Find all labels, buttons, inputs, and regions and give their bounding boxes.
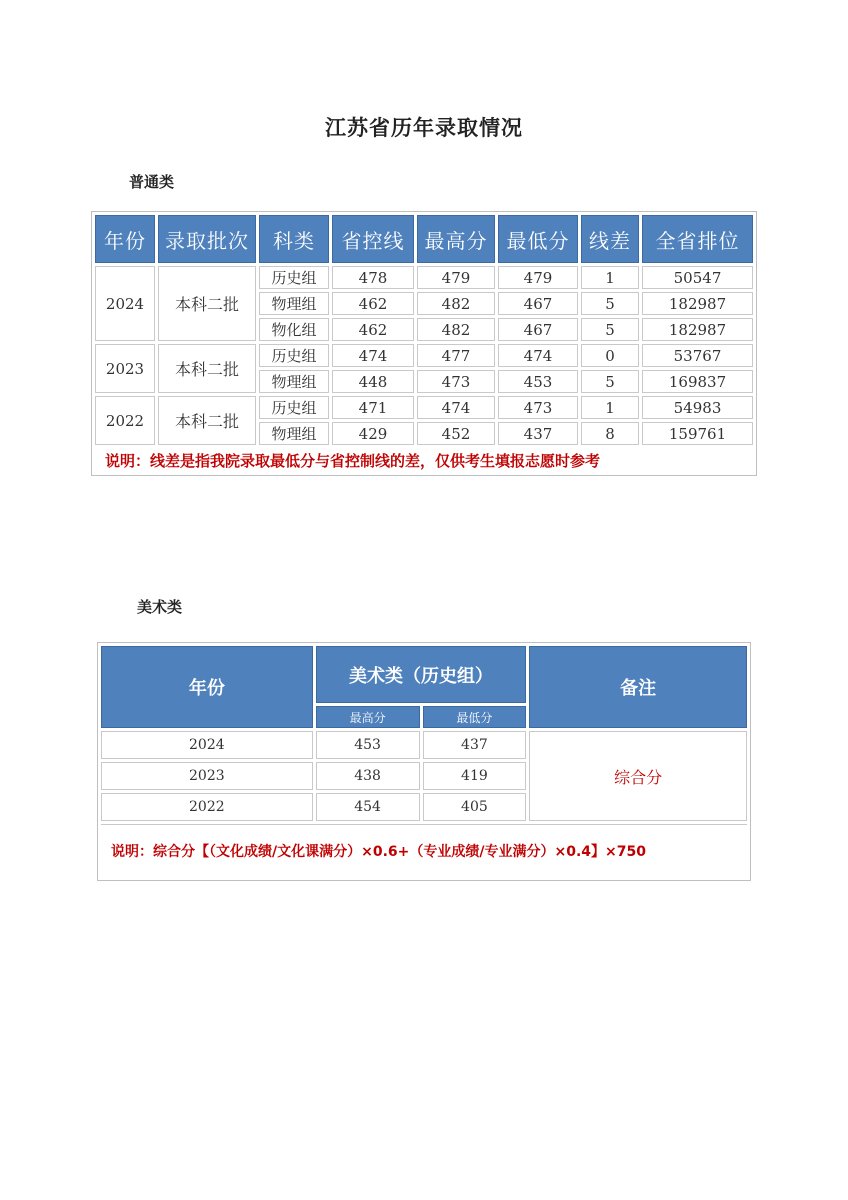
max-score-cell: 438 — [316, 762, 420, 790]
line-diff-cell: 5 — [581, 318, 639, 341]
line-diff-cell: 1 — [581, 396, 639, 419]
control-line-cell: 429 — [332, 422, 414, 445]
header-line-diff: 线差 — [581, 215, 639, 263]
header-subject: 科类 — [259, 215, 329, 263]
min-score-cell: 453 — [498, 370, 578, 393]
header-remark: 备注 — [529, 646, 747, 728]
header-min-score: 最低分 — [498, 215, 578, 263]
rank-cell: 53767 — [642, 344, 753, 367]
control-line-cell: 448 — [332, 370, 414, 393]
control-line-cell: 471 — [332, 396, 414, 419]
year-cell: 2024 — [95, 266, 155, 341]
year-cell: 2022 — [101, 793, 313, 821]
subject-cell: 历史组 — [259, 344, 329, 367]
line-diff-cell: 1 — [581, 266, 639, 289]
note-row — [101, 824, 747, 877]
header-max-score: 最高分 — [316, 706, 420, 728]
min-score-cell: 419 — [423, 762, 527, 790]
table-header-row — [95, 215, 753, 263]
rank-cell: 54983 — [642, 396, 753, 419]
subject-cell: 物理组 — [259, 422, 329, 445]
year-cell: 2022 — [95, 396, 155, 445]
line-diff-cell: 8 — [581, 422, 639, 445]
header-max-score: 最高分 — [417, 215, 495, 263]
rank-cell: 182987 — [642, 318, 753, 341]
min-score-cell: 467 — [498, 318, 578, 341]
max-score-cell: 454 — [316, 793, 420, 821]
year-cell: 2023 — [101, 762, 313, 790]
line-diff-cell: 0 — [581, 344, 639, 367]
table-row — [101, 731, 747, 759]
section-label-general: 普通类 — [129, 173, 175, 191]
header-control-line: 省控线 — [332, 215, 414, 263]
header-batch: 录取批次 — [158, 215, 256, 263]
batch-cell: 本科二批 — [158, 344, 256, 393]
batch-cell: 本科二批 — [158, 266, 256, 341]
table-row — [95, 266, 753, 289]
general-note: 说明：线差是指我院录取最低分与省控制线的差，仅供考生填报志愿时参考 — [105, 451, 601, 470]
general-admission-table — [91, 211, 757, 476]
subject-cell: 物化组 — [259, 318, 329, 341]
rank-cell: 50547 — [642, 266, 753, 289]
min-score-cell: 467 — [498, 292, 578, 315]
header-art-group: 美术类（历史组） — [316, 646, 527, 703]
art-admission-table — [97, 642, 751, 881]
min-score-cell: 479 — [498, 266, 578, 289]
rank-cell: 182987 — [642, 292, 753, 315]
min-score-cell: 437 — [498, 422, 578, 445]
control-line-cell: 478 — [332, 266, 414, 289]
art-note: 说明：综合分【（文化成绩/文化课满分）×0.6+（专业成绩/专业满分）×0.4】×750 — [101, 824, 747, 877]
max-score-cell: 477 — [417, 344, 495, 367]
min-score-cell: 473 — [498, 396, 578, 419]
rank-cell: 169837 — [642, 370, 753, 393]
note-row — [95, 448, 753, 472]
header-rank: 全省排位 — [642, 215, 753, 263]
max-score-cell: 452 — [417, 422, 495, 445]
max-score-cell: 482 — [417, 292, 495, 315]
header-year: 年份 — [101, 646, 313, 728]
header-min-score: 最低分 — [423, 706, 527, 728]
max-score-cell: 453 — [316, 731, 420, 759]
rank-cell: 159761 — [642, 422, 753, 445]
subject-cell: 物理组 — [259, 370, 329, 393]
max-score-cell: 482 — [417, 318, 495, 341]
subject-cell: 物理组 — [259, 292, 329, 315]
max-score-cell: 474 — [417, 396, 495, 419]
remark-cell: 综合分 — [529, 731, 747, 821]
batch-cell: 本科二批 — [158, 396, 256, 445]
control-line-cell: 474 — [332, 344, 414, 367]
line-diff-cell: 5 — [581, 292, 639, 315]
min-score-cell: 474 — [498, 344, 578, 367]
subject-cell: 历史组 — [259, 396, 329, 419]
subject-cell: 历史组 — [259, 266, 329, 289]
min-score-cell: 437 — [423, 731, 527, 759]
year-cell: 2023 — [95, 344, 155, 393]
table-row — [95, 344, 753, 367]
control-line-cell: 462 — [332, 292, 414, 315]
min-score-cell: 405 — [423, 793, 527, 821]
table-row — [95, 396, 753, 419]
line-diff-cell: 5 — [581, 370, 639, 393]
table-header-row — [101, 646, 747, 703]
header-year: 年份 — [95, 215, 155, 263]
control-line-cell: 462 — [332, 318, 414, 341]
max-score-cell: 479 — [417, 266, 495, 289]
year-cell: 2024 — [101, 731, 313, 759]
page-title: 江苏省历年录取情况 — [325, 115, 523, 140]
max-score-cell: 473 — [417, 370, 495, 393]
section-label-art: 美术类 — [137, 598, 183, 616]
